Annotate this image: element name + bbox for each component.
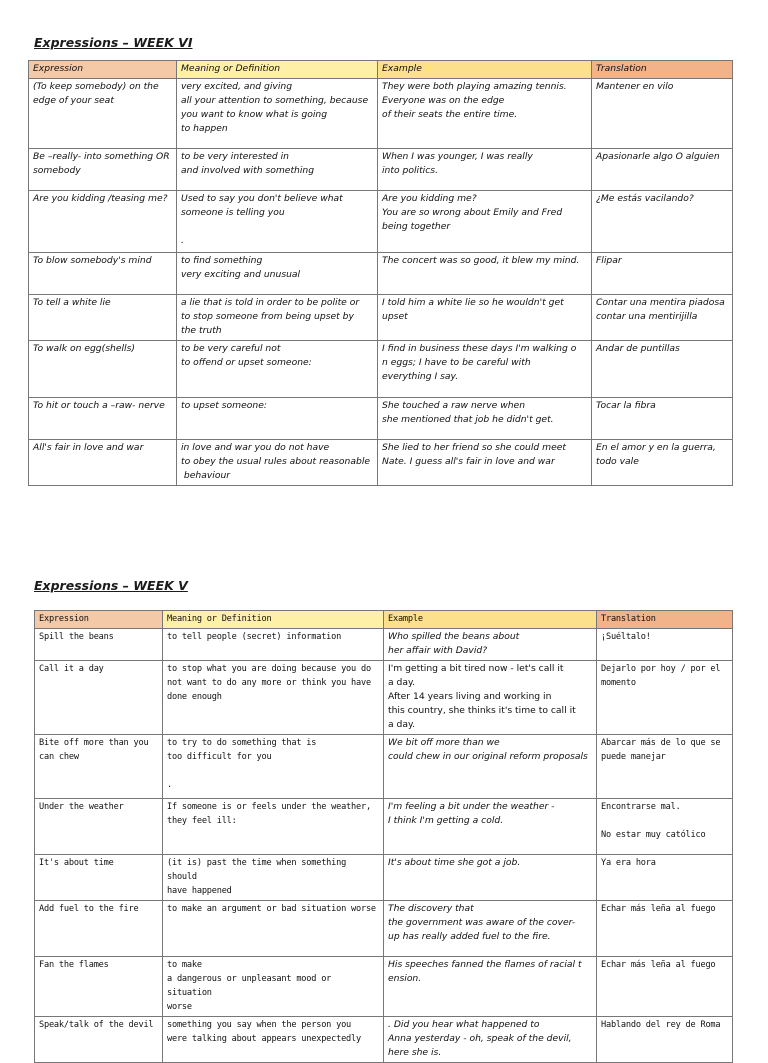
week6-title: Expressions – WEEK VI	[34, 35, 193, 50]
cell-line: to stop what you are doing because you do	[167, 664, 371, 674]
cell-line: (To keep somebody) on the	[33, 81, 159, 92]
expression-cell	[29, 398, 177, 440]
cell-line: Andar de puntillas	[596, 343, 680, 354]
cell-line: you want to know what is going	[181, 109, 328, 120]
cell-line: You are so wrong about Emily and Fred	[382, 207, 563, 218]
cell-line: being together	[382, 221, 451, 232]
cell-line: Anna yesterday - oh, speak of the devil,	[388, 1033, 572, 1044]
table-row	[29, 253, 733, 295]
translation-cell	[592, 149, 733, 191]
cell-line: To tell a white lie	[33, 297, 111, 308]
cell-line: I'm feeling a bit under the weather -	[388, 801, 555, 812]
cell-line: The discovery that	[388, 903, 474, 914]
cell-line: I think I'm getting a cold.	[388, 815, 504, 826]
cell-line: not want to do any more or think you have	[167, 678, 371, 688]
translation-cell	[592, 341, 733, 398]
translation-cell	[592, 295, 733, 341]
cell-line: Abarcar más de lo que se	[601, 738, 721, 748]
expression-cell	[29, 149, 177, 191]
header-translation: Translation	[592, 61, 733, 79]
translation-cell	[597, 629, 733, 661]
translation-cell	[597, 855, 733, 901]
translation-cell	[592, 191, 733, 253]
cell-line: todo vale	[596, 456, 639, 467]
example-cell	[384, 855, 597, 901]
meaning-cell	[177, 295, 378, 341]
cell-line: Spill the beans	[39, 632, 114, 642]
expression-cell	[29, 341, 177, 398]
table-row	[29, 79, 733, 149]
cell-line: No estar muy católico	[601, 830, 706, 840]
cell-line: a lie that is told in order to be polite or	[181, 297, 360, 308]
meaning-cell	[177, 398, 378, 440]
cell-line: the government was aware of the cover-	[388, 917, 576, 928]
expression-cell	[35, 957, 163, 1017]
cell-line	[601, 814, 728, 828]
table-row	[29, 398, 733, 440]
translation-cell	[597, 957, 733, 1017]
meaning-cell	[163, 799, 384, 855]
meaning-cell	[163, 735, 384, 799]
cell-line: very exciting and unusual	[181, 269, 301, 280]
meaning-cell	[163, 901, 384, 957]
table-row	[35, 735, 733, 799]
cell-line: Tocar la fibra	[596, 400, 656, 411]
cell-line: to offend or upset someone:	[181, 357, 312, 368]
meaning-cell	[177, 149, 378, 191]
cell-line: Are you kidding /teasing me?	[33, 193, 168, 204]
cell-line: Who spilled the beans about	[388, 631, 520, 642]
cell-line: Bite off more than you	[39, 738, 149, 748]
week5-title: Expressions – WEEK V	[34, 578, 188, 593]
cell-line: to stop someone from being upset by	[181, 311, 354, 322]
cell-line: to happen	[181, 123, 228, 134]
translation-cell	[597, 901, 733, 957]
cell-line: They were both playing amazing tennis.	[382, 81, 567, 92]
example-cell	[384, 661, 597, 735]
cell-line: all your attention to something, because	[181, 95, 369, 106]
cell-line: Encontrarse mal.	[601, 802, 681, 812]
cell-line: worse	[167, 1002, 192, 1012]
cell-line: Everyone was on the edge	[382, 95, 505, 106]
cell-line: Used to say you don't believe what	[181, 193, 343, 204]
translation-cell	[597, 735, 733, 799]
cell-line: The concert was so good, it blew my mind.	[382, 255, 580, 266]
cell-line: someone is telling you	[181, 207, 285, 218]
translation-cell	[597, 1017, 733, 1063]
cell-line: I told him a white lie so he wouldn't get	[382, 297, 564, 308]
cell-line: To walk on egg(shells)	[33, 343, 135, 354]
week6-table-body	[29, 79, 733, 486]
cell-line: of their seats the entire time.	[382, 109, 518, 120]
cell-line: contar una mentirijilla	[596, 311, 698, 322]
translation-cell	[592, 253, 733, 295]
translation-cell	[592, 79, 733, 149]
expression-cell	[35, 901, 163, 957]
cell-line: Echar más leña al fuego	[601, 904, 716, 914]
cell-line: (it is) past the time when something should	[167, 858, 352, 882]
cell-line: She lied to her friend so she could meet	[382, 442, 567, 453]
cell-line: upset	[382, 311, 408, 322]
cell-line: Contar una mentira piadosa	[596, 297, 725, 308]
header-meaning: Meaning or Definition	[163, 611, 384, 629]
cell-line	[181, 220, 373, 234]
cell-line: Add fuel to the fire	[39, 904, 139, 914]
table-row	[29, 440, 733, 486]
expression-cell	[35, 735, 163, 799]
cell-line: edge of your seat	[33, 95, 114, 106]
header-meaning: Meaning or Definition	[177, 61, 378, 79]
cell-line: ¡Suéltalo!	[601, 632, 651, 642]
cell-line: I'm getting a bit tired now - let's call it	[388, 663, 564, 674]
cell-line: something you say when the person you	[167, 1020, 352, 1030]
cell-line: Hablando del rey de Roma	[601, 1020, 721, 1030]
table-row	[35, 855, 733, 901]
cell-line: All's fair in love and war	[33, 442, 144, 453]
cell-line: to make an argument or bad situation worse	[167, 904, 376, 914]
cell-line: momento	[601, 678, 636, 688]
cell-line: ension.	[388, 973, 422, 984]
expression-cell	[29, 440, 177, 486]
cell-line: If someone is or feels under the weather,	[167, 802, 371, 812]
cell-line: puede manejar	[601, 752, 666, 762]
example-cell	[378, 79, 592, 149]
meaning-cell	[163, 855, 384, 901]
table-row	[35, 957, 733, 1017]
cell-line: into politics.	[382, 165, 438, 176]
cell-line: to tell people (secret) information	[167, 632, 342, 642]
meaning-cell	[163, 957, 384, 1017]
example-cell	[384, 799, 597, 855]
example-cell	[384, 901, 597, 957]
example-cell	[384, 629, 597, 661]
translation-cell	[597, 799, 733, 855]
meaning-cell	[177, 341, 378, 398]
table-row	[35, 629, 733, 661]
meaning-cell	[163, 629, 384, 661]
meaning-cell	[177, 440, 378, 486]
header-example: Example	[378, 61, 592, 79]
example-cell	[378, 440, 592, 486]
week5-table-body	[35, 629, 733, 1063]
translation-cell	[597, 661, 733, 735]
cell-line: Are you kidding me?	[382, 193, 477, 204]
cell-line: Apasionarle algo O alguien	[596, 151, 720, 162]
cell-line: I find in business these days I'm walking o	[382, 343, 577, 354]
cell-line: behaviour	[181, 470, 231, 481]
cell-line: to upset someone:	[181, 400, 267, 411]
expression-cell	[29, 79, 177, 149]
expression-cell	[29, 253, 177, 295]
week5-table	[34, 610, 733, 1063]
cell-line: To hit or touch a –raw- nerve	[33, 400, 165, 411]
cell-line: Be –really- into something OR	[33, 151, 170, 162]
cell-line: were talking about appears unexpectedly	[167, 1034, 361, 1044]
table-row	[35, 1017, 733, 1063]
example-cell	[384, 735, 597, 799]
cell-line: very excited, and giving	[181, 81, 293, 92]
cell-line: .	[167, 780, 172, 790]
cell-line: Fan the flames	[39, 960, 109, 970]
expression-cell	[35, 629, 163, 661]
header-translation: Translation	[597, 611, 733, 629]
cell-line: a day.	[388, 719, 416, 730]
cell-line: a dangerous or unpleasant mood or situation	[167, 974, 337, 998]
expression-cell	[29, 191, 177, 253]
header-expression: Expression	[29, 61, 177, 79]
example-cell	[378, 253, 592, 295]
cell-line: Under the weather	[39, 802, 124, 812]
cell-line: and involved with something	[181, 165, 315, 176]
table-row	[29, 341, 733, 398]
week6-table	[28, 60, 733, 486]
cell-line: her affair with David?	[388, 645, 488, 656]
cell-line: to make	[167, 960, 202, 970]
example-cell	[378, 295, 592, 341]
cell-line: to be very interested in	[181, 151, 290, 162]
example-cell	[378, 398, 592, 440]
cell-line: It's about time	[39, 858, 114, 868]
cell-line: to try to do something that is	[167, 738, 317, 748]
cell-line: Speak/talk of the devil	[39, 1020, 154, 1030]
expression-cell	[29, 295, 177, 341]
example-cell	[384, 957, 597, 1017]
expression-cell	[35, 661, 163, 735]
expression-cell	[35, 799, 163, 855]
cell-line: here she is.	[388, 1047, 442, 1058]
cell-line: up has really added fuel to the fire.	[388, 931, 551, 942]
cell-line: Flipar	[596, 255, 622, 266]
cell-line: to be very careful not	[181, 343, 281, 354]
cell-line: She touched a raw nerve when	[382, 400, 526, 411]
table-row	[29, 295, 733, 341]
meaning-cell	[177, 79, 378, 149]
cell-line: everything I say.	[382, 371, 459, 382]
cell-line: the truth	[181, 325, 222, 336]
cell-line: Ya era hora	[601, 858, 656, 868]
cell-line: Mantener en vilo	[596, 81, 674, 92]
cell-line: En el amor y en la guerra,	[596, 442, 716, 453]
example-cell	[378, 149, 592, 191]
cell-line: this country, she thinks it's time to call it	[388, 705, 576, 716]
meaning-cell	[163, 661, 384, 735]
cell-line: It's about time she got a job.	[388, 857, 521, 868]
cell-line: can chew	[39, 752, 79, 762]
cell-line: To blow somebody's mind	[33, 255, 152, 266]
cell-line: Nate. I guess all's fair in love and war	[382, 456, 555, 467]
cell-line: After 14 years living and working in	[388, 691, 552, 702]
cell-line: When I was younger, I was really	[382, 151, 533, 162]
example-cell	[384, 1017, 597, 1063]
table-row	[29, 191, 733, 253]
meaning-cell	[163, 1017, 384, 1063]
cell-line: have happened	[167, 886, 232, 896]
cell-line: . Did you hear what happened to	[388, 1019, 540, 1030]
translation-cell	[592, 398, 733, 440]
cell-line: n eggs; I have to be careful with	[382, 357, 531, 368]
cell-line: Dejarlo por hoy / por el	[601, 664, 721, 674]
cell-line: done enough	[167, 692, 222, 702]
meaning-cell	[177, 253, 378, 295]
cell-line: Call it a day	[39, 664, 104, 674]
cell-line: We bit off more than we	[388, 737, 500, 748]
expression-cell	[35, 1017, 163, 1063]
header-expression: Expression	[35, 611, 163, 629]
cell-line: to find something	[181, 255, 263, 266]
example-cell	[378, 341, 592, 398]
cell-line: could chew in our original reform proposals	[388, 751, 588, 762]
cell-line: His speeches fanned the flames of racial t	[388, 959, 582, 970]
header-example: Example	[384, 611, 597, 629]
cell-line: somebody	[33, 165, 81, 176]
cell-line: to obey the usual rules about reasonable	[181, 456, 371, 467]
translation-cell	[592, 440, 733, 486]
cell-line: too difficult for you	[167, 752, 272, 762]
cell-line: she mentioned that job he didn't get.	[382, 414, 554, 425]
table-row	[35, 901, 733, 957]
cell-line: Echar más leña al fuego	[601, 960, 716, 970]
table-row	[35, 661, 733, 735]
cell-line: they feel ill:	[167, 816, 237, 826]
cell-line: in love and war you do not have	[181, 442, 330, 453]
example-cell	[378, 191, 592, 253]
expression-cell	[35, 855, 163, 901]
cell-line: ¿Me estás vacilando?	[596, 193, 694, 204]
cell-line: a day.	[388, 677, 416, 688]
cell-line	[167, 764, 379, 778]
table-row	[29, 149, 733, 191]
meaning-cell	[177, 191, 378, 253]
cell-line: .	[181, 235, 184, 246]
table-row	[35, 799, 733, 855]
